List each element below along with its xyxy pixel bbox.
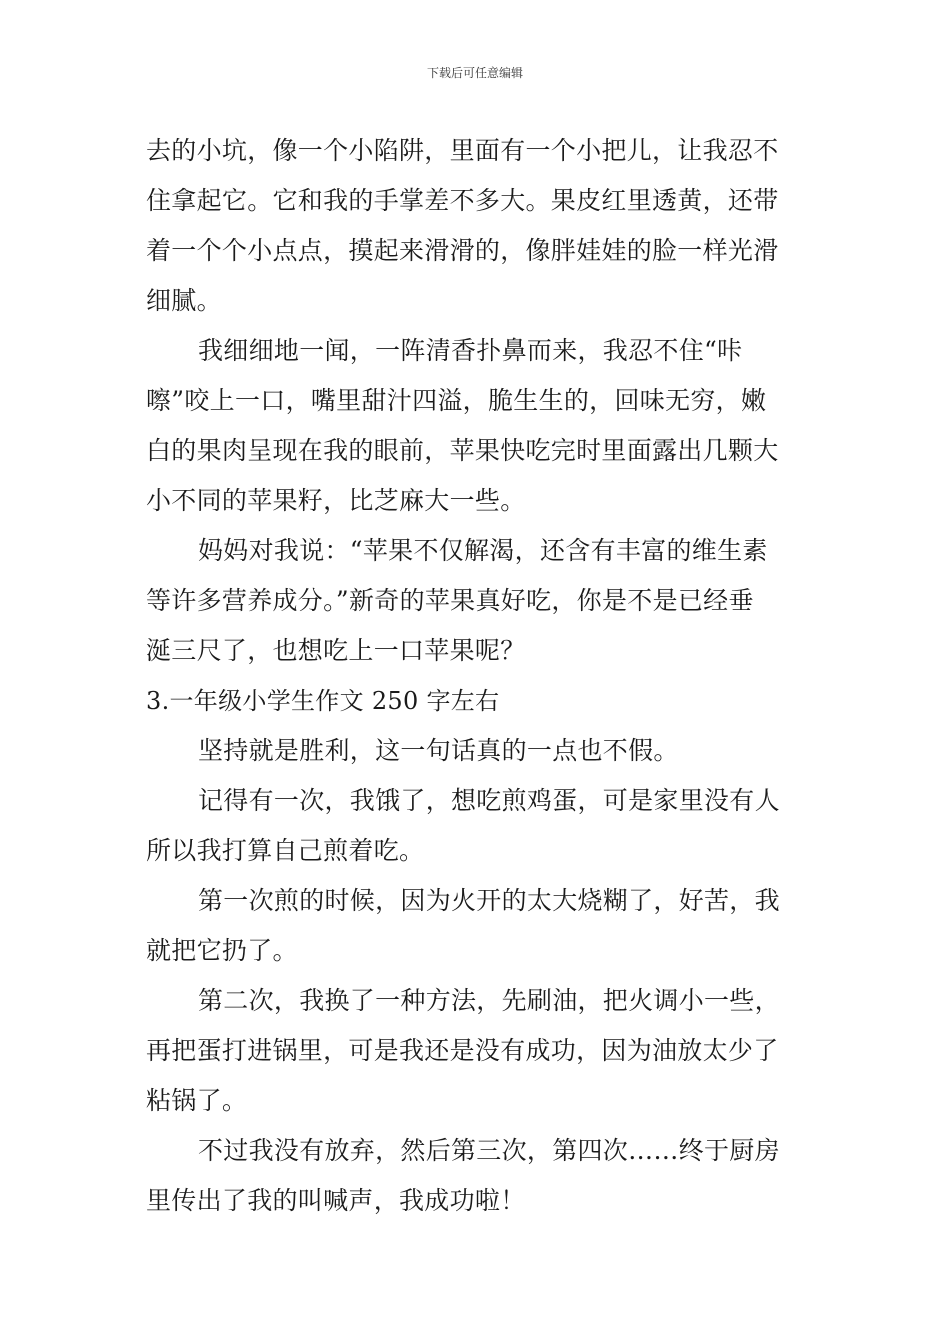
page-header: 下载后可任意编辑	[426, 66, 523, 80]
paragraph-line: 涎三尺了，也想吃上一口苹果呢？	[146, 636, 526, 665]
paragraph-line: 粘锅了。	[146, 1086, 248, 1115]
paragraph-line: 记得有一次，我饿了，想吃煎鸡蛋，可是家里没有人	[198, 786, 780, 815]
section-heading: 3.一年级小学生作文 250 字左右	[146, 687, 500, 715]
paragraph-line: 第一次煎的时候，因为火开的太大烧糊了，好苦，我	[198, 886, 780, 915]
document-body	[146, 126, 814, 1226]
paragraph-line: 等许多营养成分。”新奇的苹果真好吃，你是不是已经垂	[146, 586, 754, 615]
paragraph-line: 就把它扔了。	[146, 936, 298, 965]
paragraph-line: 嚓”咬上一口，嘴里甜汁四溢，脆生生的，回味无穷，嫩	[146, 386, 767, 415]
paragraph-line: 不过我没有放弃，然后第三次，第四次……终于厨房	[198, 1136, 780, 1165]
paragraph-line: 所以我打算自己煎着吃。	[146, 836, 425, 865]
paragraph-line: 住拿起它。它和我的手掌差不多大。果皮红里透黄，还带	[146, 186, 779, 215]
paragraph-line: 坚持就是胜利，这一句话真的一点也不假。	[198, 736, 679, 765]
paragraph-line: 去的小坑，像一个小陷阱，里面有一个小把儿，让我忍不	[146, 136, 779, 165]
paragraph-line: 第二次，我换了一种方法，先刷油，把火调小一些，	[198, 986, 780, 1015]
paragraph-line: 再把蛋打进锅里，可是我还是没有成功，因为油放太少了	[146, 1036, 779, 1065]
paragraph-line: 小不同的苹果籽，比芝麻大一些。	[146, 486, 526, 515]
paragraph-line: 细腻。	[146, 286, 222, 315]
paragraph-line: 里传出了我的叫喊声，我成功啦！	[146, 1186, 526, 1215]
paragraph-line: 妈妈对我说：“苹果不仅解渴，还含有丰富的维生素	[198, 536, 768, 565]
paragraph-line: 白的果肉呈现在我的眼前，苹果快吃完时里面露出几颗大	[146, 436, 779, 465]
paragraph-line: 我细细地一闻，一阵清香扑鼻而来，我忍不住“咔	[198, 336, 743, 365]
paragraph-line: 着一个个小点点，摸起来滑滑的，像胖娃娃的脸一样光滑	[146, 236, 779, 265]
